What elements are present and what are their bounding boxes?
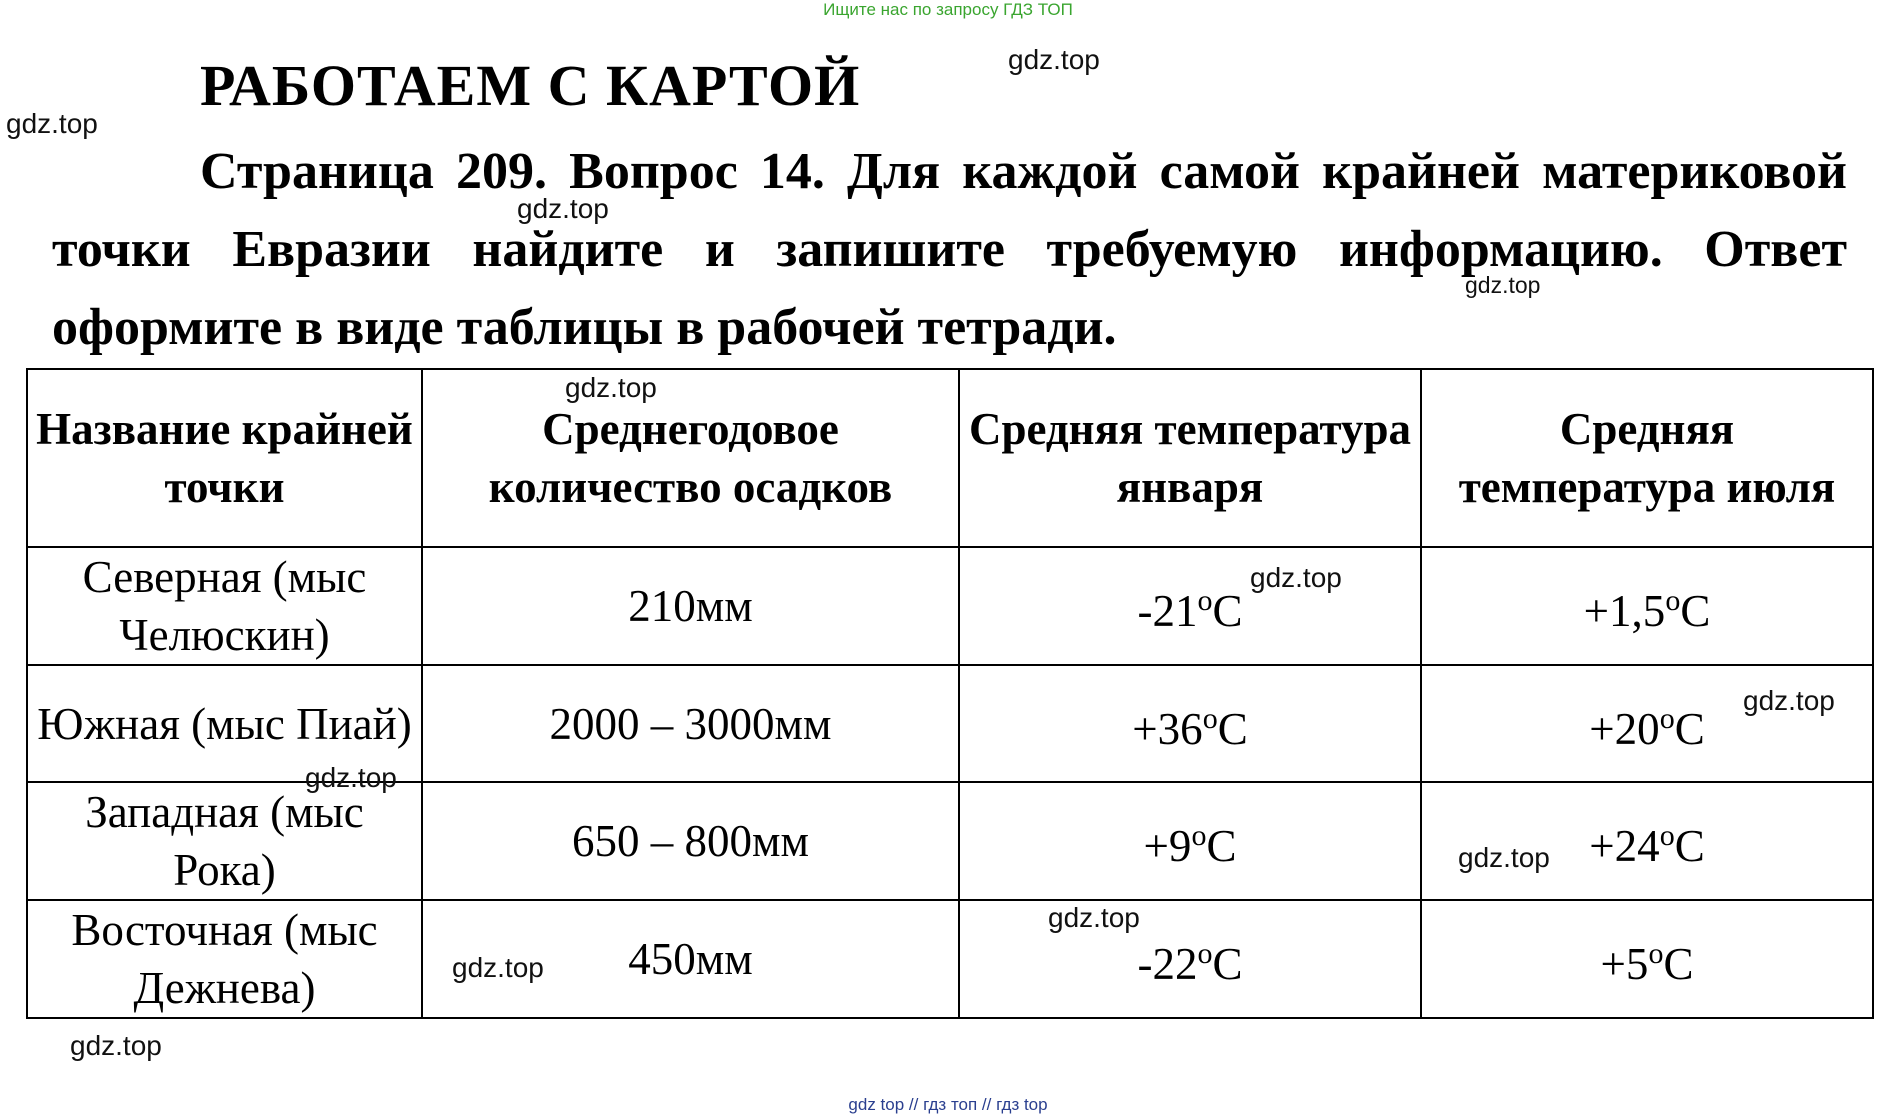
watermark: gdz.top [565,372,657,403]
table-row [27,665,1873,782]
watermark: gdz.top [1250,562,1342,593]
top-banner: Ищите нас по запросу ГДЗ ТОП [823,0,1073,19]
july-temp: $+1,5^oC$ [1421,547,1873,665]
table-row [27,547,1873,665]
point-name: Северная (мыс Челюскин) [27,547,422,665]
watermark: gdz.top [452,952,544,983]
question-text: Страница 209. Вопрос 14. Для каждой самой крайней материковой точки Евразии найдите и запишите требуемую информацию. Ответ оформите в виде таблицы в рабочей тетради. [52,143,1847,356]
header-january-temp: Средняя температура января [959,369,1421,547]
january-temp: $+9^oC$ [959,782,1421,900]
precipitation-value: 650 – 800мм [422,782,959,900]
point-name: Южная (мыс Пиай) [27,665,422,782]
january-temp: -21$^o$C [959,547,1421,665]
watermark: gdz.top [1458,842,1550,873]
january-temp: -22$^o$C [959,900,1421,1018]
answer-table [26,368,1874,1019]
point-name: Восточная (мыс Дежнева) [27,900,422,1018]
watermark: gdz.top [1048,902,1140,933]
july-temp: $+5^oC$ [1421,900,1873,1018]
precipitation-value: 210мм [422,547,959,665]
table-row [27,782,1873,900]
table-header-row [27,369,1873,547]
watermark: gdz.top [70,1030,162,1061]
precipitation-value: 450мм [422,900,959,1018]
footer-links: gdz top // гдз топ // гдз top [848,1095,1048,1114]
july-temp: $+20^oC$ [1421,665,1873,782]
watermark: gdz.top [1743,685,1835,716]
watermark: gdz.top [517,193,609,224]
watermark: gdz.top [1008,44,1100,75]
watermark: gdz.top [1465,272,1541,298]
point-name: Западная (мыс Рока) [27,782,422,900]
watermark: gdz.top [305,762,397,793]
watermark: gdz.top [6,108,98,139]
table-row [27,900,1873,1018]
page-heading: РАБОТАЕМ С КАРТОЙ [200,53,861,118]
july-temp: $+24^oC$ [1421,782,1873,900]
header-point-name: Название крайней точки [27,369,422,547]
january-temp: $+36^oC$ [959,665,1421,782]
precipitation-value: 2000 – 3000мм [422,665,959,782]
header-july-temp: Средняя температура июля [1421,369,1873,547]
header-precipitation: Среднегодовое количество осадков [422,369,959,547]
